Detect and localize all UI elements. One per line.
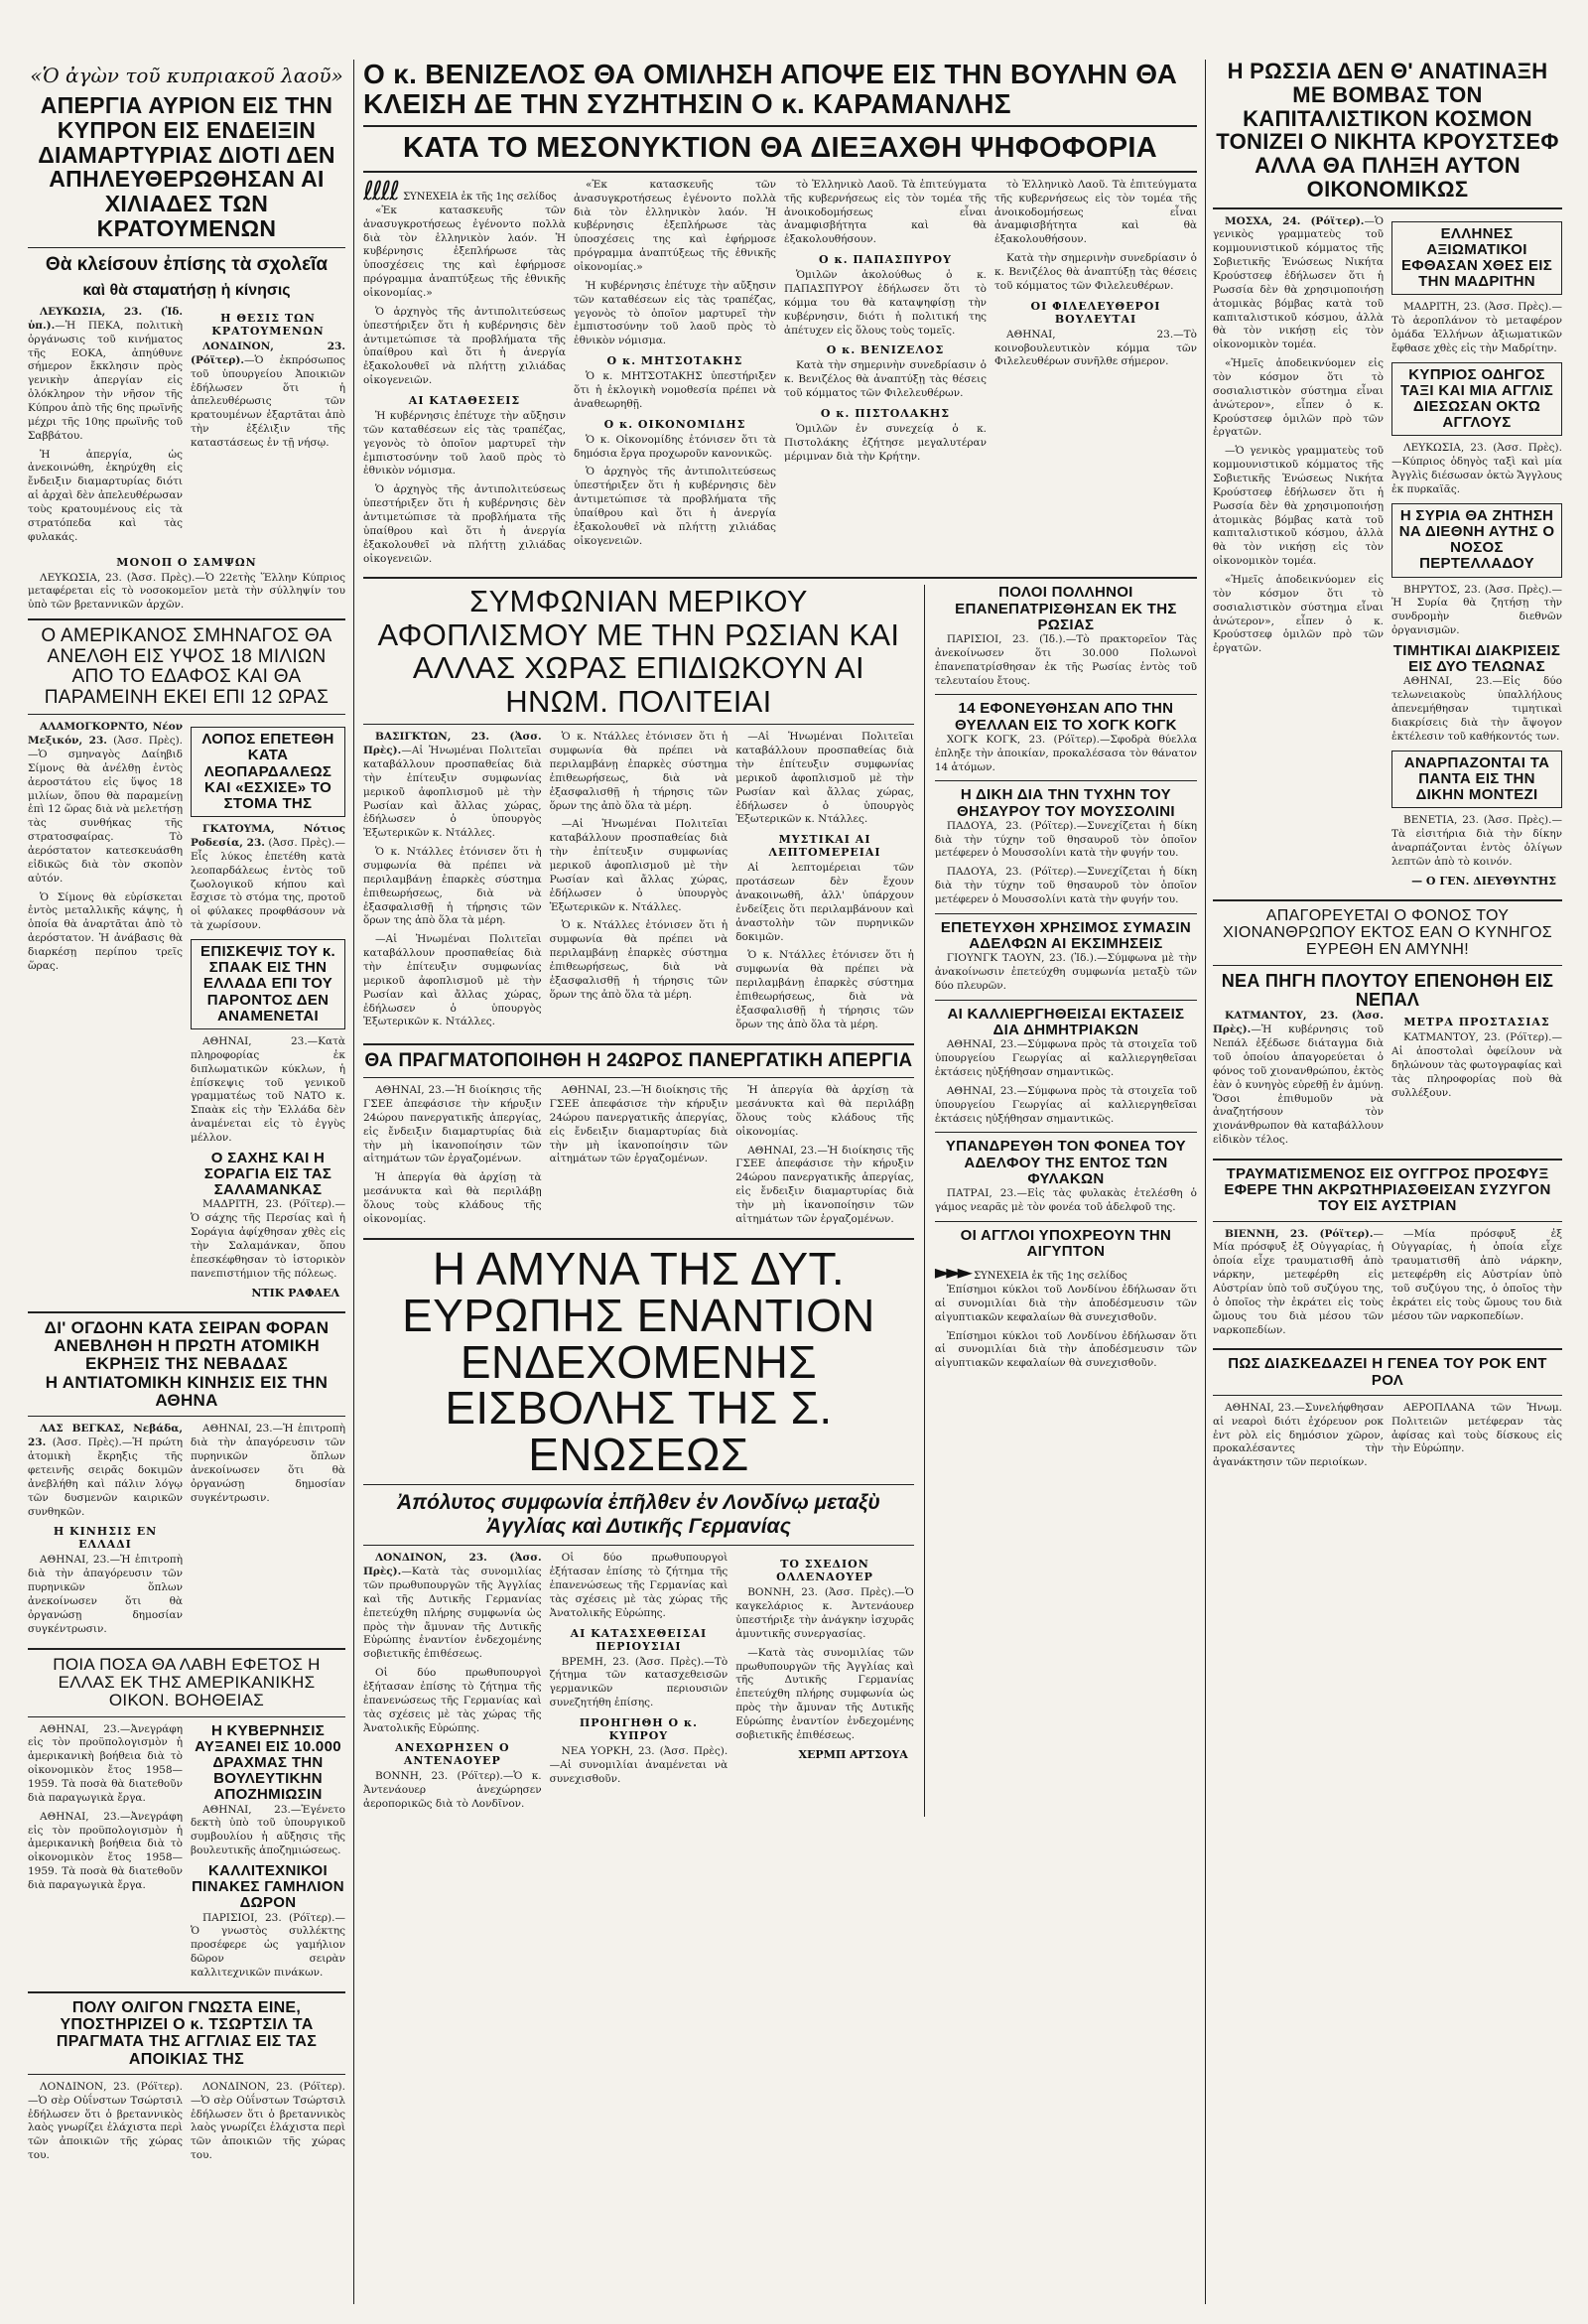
- article-paragraph: —Αἱ Ἡνωμέναι Πολιτεῖαι καταβάλλουν προσπαθείας διὰ τὴν ἐπίτευξιν συμφωνίας μερικοῦ ἀφοπλισμοῦ μὲ τὴν Ρωσίαν καὶ ἄλλας χώρας, ἐδήλωσεν ὁ ὑπουργὸς Ἐξωτερικῶν κ. Ντάλλες.: [549, 818, 728, 913]
- article-paragraph: ΛΟΝΔΙΝΟΝ, 23. (Ἀσσ. Πρὲς).—Κατὰ τὰς συνομιλίας τῶν πρωθυπουργῶν τῆς Ἀγγλίας καὶ τῆς Δυτικῆς Γερμανίας ἐπετεύχθη πλήρης συμφωνία ὡς πρὸς τὴν ἄμυναν τῆς Δυτικῆς Εὐρώπης ἐναντίον ἐνδεχομένης σοβιετικῆς ἐπιθέσεως.: [363, 1552, 542, 1661]
- box-officers: [1391, 221, 1562, 296]
- headline-nevada: ΔΙ' ΟΓΔΟΗΝ ΚΑΤΑ ΣΕΙΡΑΝ ΦΟΡΑΝ ΑΝΕΒΛΗΘΗ Η ΠΡΩΤΗ ΑΤΟΜΙΚΗ ΕΚΡΗΞΙΣ ΤΗΣ ΝΕΒΑΔΑΣ: [44, 1317, 330, 1374]
- article-paragraph: ΛΑΣ ΒΕΓΚΑΣ, Νεβάδα, 23. (Ἀσσ. Πρὲς).—Ἡ πρώτη ἀτομικὴ ἔκρηξις τῆς φετεινῆς σειρᾶς δοκιμῶν ἀνεβλήθη καὶ πάλιν λόγῳ τῶν δυσμενῶν καιρικῶν συνθηκῶν.: [28, 1423, 183, 1518]
- divider: [1213, 1348, 1562, 1350]
- headline-poles-repatriated: ΠΟΛΟΙ ΠΟΛΛΗΝΟΙ ΕΠΑΝΕΠΑΤΡΙΣΘΗΣΑΝ ΕΚ ΤΗΣ ΡΩΣΙΑΣ: [955, 584, 1177, 633]
- headline-prison-wedding: ΥΠΑΝΔΡΕΥΘΗ ΤΟΝ ΦΟΝΕΑ ΤΟΥ ΑΔΕΛΦΟΥ ΤΗΣ ΕΝΤΟΣ ΤΩΝ ΦΥΛΑΚΩΝ: [945, 1138, 1186, 1187]
- article-paragraph: ΑΘΗΝΑΙ, 23.—Ἀνεγράφη εἰς τὸν προϋπολογισμὸν ἡ ἀμερικανικὴ βοήθεια διὰ τὸ οἰκονομικὸν ἔτος 1958—1959. Τὰ ποσὰ θὰ διατεθοῦν διὰ παραγωγικὰ ἔργα.: [28, 1810, 183, 1892]
- lead-body-columns: [28, 306, 345, 550]
- article-paragraph: ΛΕΥΚΩΣΙΑ, 23. (Ἀσσ. Πρὲς).—Κύπριος ὁδηγὸς ταξὶ καὶ μία Ἀγγλὶς διέσωσαν ὀκτὼ Ἄγγλους ἐκ πυρκαϊᾶς.: [1391, 442, 1562, 496]
- divider: [28, 618, 345, 620]
- article-paragraph: ΑΘΗΝΑΙ, 23.—Κατὰ πληροφορίας ἐκ διπλωματικῶν κύκλων, ἡ ἐπίσκεψις τοῦ γενικοῦ γραμματέως τοῦ ΝΑΤΟ κ. Σπαὰκ εἰς τὴν Ἑλλάδα δὲν ἀναμένεται εἰς τὸ ἐγγὺς μέλλον.: [191, 1034, 345, 1144]
- article-paragraph: Ὁ κ. Οἰκονομίδης ἐτόνισεν ὅτι τὰ δημόσια ἔργα προχωροῦν κανονικῶς.: [574, 433, 776, 460]
- column-3: [935, 585, 1197, 1817]
- section-label: Η ΘΕΣΙΣ ΤΩΝ ΚΡΑΤΟΥΜΕΝΩΝ: [211, 311, 325, 338]
- headline-egypt: ΟΙ ΑΓΓΛΟΙ ΥΠΟΧΡΕΟΥΝ ΤΗΝ ΑΙΓΥΠΤΟΝ: [960, 1226, 1172, 1260]
- article-paragraph: ΑΘΗΝΑΙ, 23.—Εἰς δύο τελωνειακοὺς ὑπαλλήλους ἀπενεμήθησαν τιμητικαὶ διακρίσεις διὰ τὴν ἄψογον ἐκτέλεσιν τοῦ καθήκοντός των.: [1391, 675, 1562, 743]
- article-paragraph: Ἡ ἀπεργία, ὡς ἀνεκοινώθη, ἐκηρύχθη εἰς ἔνδειξιν διαμαρτυρίας διότι αἱ ἀρχαὶ δὲν ἀπελευθέρωσαν τοὺς κρατουμένους εἰς τὰ στρατόπεδα καὶ τὰς φυλακάς.: [28, 448, 183, 543]
- divider: [1213, 1159, 1562, 1161]
- article-paragraph: Ὁμιλῶν ἐν συνεχείᾳ ὁ κ. Πιστολάκης ἐζήτησε μεγαλυτέραν μέριμναν διὰ τὴν Κρήτην.: [784, 422, 987, 463]
- article-paragraph: ΒΗΡΥΤΟΣ, 23. (Ἀσσ. Πρὲς).—Ἡ Συρία θὰ ζητήσῃ τὴν συνδρομὴν διεθνῶν ὀργανισμῶν.: [1391, 583, 1562, 637]
- article-paragraph: Ἐπίσημοι κύκλοι τοῦ Λονδίνου ἐδήλωσαν ὅτι αἱ συνομιλίαι διὰ τὴν ἀποδέσμευσιν τῶν αἰγυπτιακῶν κεφαλαίων θὰ συνεχισθοῦν.: [934, 1284, 1197, 1323]
- box-spaak: [191, 939, 345, 1029]
- headline-cereals: ΑΙ ΚΑΛΛΙΕΡΓΗΘΕΙΣΑΙ ΕΚΤΑΣΕΙΣ ΔΙΑ ΔΗΜΗΤΡΙΑΚΩΝ: [947, 1005, 1185, 1039]
- article-paragraph: Ὁμιλῶν ἀκολούθως ὁ κ. ΠΑΠΑΣΠΥΡΟΥ ἐδήλωσεν ὅτι τὸ κόμμα του θὰ καταψηφίσῃ τὴν κυβέρνησιν, διότι ἡ πολιτική της ἀπέτυχεν εἰς ὅλους τοὺς τομεῖς.: [784, 269, 987, 337]
- article-paragraph: ΒΑΣΙΓΚΤΩΝ, 23. (Ἀσσ. Πρὲς).—Αἱ Ἡνωμέναι Πολιτεῖαι καταβάλλουν προσπαθείας διὰ τὴν ἐπίτευξιν συμφωνίας μερικοῦ ἀφοπλισμοῦ μὲ τὴν Ρωσίαν καὶ ἄλλας χώρας, ἐδήλωσεν ὁ ὑπουργὸς Ἐξωτερικῶν κ. Ντάλλες.: [363, 731, 542, 840]
- column-rule: [924, 585, 925, 1817]
- article-paragraph: ΛΟΝΔΙΝΟΝ, 23. (Ρόϊτερ).—Ὁ ἐκπρόσωπος τοῦ ὑπουργείου Ἀποικιῶν ἐδήλωσεν ὅτι ἡ ἀπελευθέρωσις τῶν κρατουμένων ἐξαρτᾶται ἀπὸ τὴν ἐξέλιξιν τῆς καταστάσεως ἐν τῇ νήσῳ.: [191, 340, 345, 449]
- article-paragraph: ΜΑΔΡΙΤΗ, 23. (Ρόϊτερ).—Ὁ σάχης τῆς Περσίας καὶ ἡ Σοράγια ἀφίχθησαν χθὲς εἰς τὴν Σαλαμάνκαν, ὅπου ἐπεσκέφθησαν τὸ ἱστορικὸν πανεπιστήμιον τῆς πόλεως.: [191, 1198, 345, 1280]
- article-paragraph: ΛΕΥΚΩΣΙΑ, 23. (Ἰδ. ὑπ.).—Ἡ ΠΕΚΑ, πολιτικὴ ὀργάνωσις τοῦ κινήματος τῆς ΕΟΚΑ, ἀπηύθυνε σήμερον ἔκκλησιν πρὸς γενικὴν ἀπεργίαν εἰς ὁλόκληρον τὴν νῆσον τῆς Κύπρου ἀπὸ τῆς 6ης πρωϊνῆς μέχρι τῆς 10ης πρωϊνῆς τοῦ Σαββάτου.: [28, 305, 183, 442]
- article-paragraph: ΒΕΝΕΤΙΑ, 23. (Ἀσσ. Πρὲς).—Τὰ εἰσιτήρια διὰ τὴν δίκην ἀναρπάζονται ἐντὸς ὀλίγων λεπτῶν ἀπὸ τὸ κοινόν.: [1391, 814, 1562, 868]
- article-paragraph: Κατὰ τὴν σημερινὴν συνεδρίασιν ὁ κ. Βενιζέλος θὰ ἀναπτύξῃ τὰς θέσεις τοῦ κόμματος τῶν Φιλελευθέρων.: [994, 252, 1197, 292]
- continued-mark: ℓℓℓℓ ΣΥΝΕΧΕΙΑ ἐκ τῆς 1ης σελίδος: [363, 176, 557, 206]
- lead-subheadline-1: ΤΟΝΙΖΕΙ Ο ΝΙΚΗΤΑ ΚΡΟΥΣΤΣΕΦ: [1216, 129, 1559, 155]
- divider: [28, 714, 345, 715]
- divider: [935, 1000, 1197, 1001]
- section-label: Ο κ. ΠΙΣΤΟΛΑΚΗΣ: [820, 406, 951, 420]
- divider: [363, 1238, 914, 1240]
- article-paragraph: ΓΙΟΥΝΓΚ ΤΑΟΥΝ, 23. (Ἰδ.).—Σύμφωνα μὲ τὴν ἀνακοίνωσιν ἐπετεύχθη συμφωνία μεταξὺ τῶν δύο πλευρῶν.: [934, 952, 1197, 992]
- article-paragraph: ΚΑΤΜΑΝΤΟΥ, 23. (Ἀσσ. Πρὲς).—Ἡ κυβέρνησις τοῦ Νεπάλ ἐξέδωσε διάταγμα διὰ τοῦ ὁποίου ἀπαγορεύεται ὁ φόνος τοῦ χιονανθρώπου, ἐκτὸς ἐὰν ὁ κυνηγὸς εὑρεθῇ ἐν ἀμύνῃ. Ὅσοι ἐπιθυμοῦν νὰ ἀναζητήσουν τὸν χιονάνθρωπον θὰ καταβάλλουν εἰδικὸν τέλος.: [1213, 1010, 1384, 1147]
- column-1: [28, 60, 345, 2304]
- article-paragraph: ΑΘΗΝΑΙ, 23.—Ἡ διοίκησις τῆς ΓΣΕΕ ἀπεφάσισε τὴν κήρυξιν 24ώρου πανεργατικῆς ἀπεργίας, εἰς ἔνδειξιν διαμαρτυρίας διὰ τὴν μὴ ἱκανοποίησιν τῶν αἰτημάτων τῶν ἐργαζομένων.: [549, 1084, 728, 1165]
- headline-western-defense: Η ΑΜΥΝΑ ΤΗΣ ΔΥΤ. ΕΥΡΩΠΗΣ ΕΝΑΝΤΙΟΝ ΕΝΔΕΧΟΜΕΝΗΣ ΕΙΣΒΟΛΗΣ ΤΗΣ Σ. ΕΝΩΣΕΩΣ: [402, 1242, 875, 1481]
- headline-montezi: ΑΝΑΡΠΑΖΟΝΤΑΙ ΤΑ ΠΑΝΤΑ ΕΙΣ ΤΗΝ ΔΙΚΗΝ ΜΟΝΤΕΖΙ: [1403, 753, 1550, 804]
- headline-taxi-driver: ΚΥΠΡΙΟΣ ΟΔΗΓΟΣ ΤΑΞΙ ΚΑΙ ΜΙΑ ΑΓΓΛΙΣ ΔΙΕΣΩΣΑΝ ΟΚΤΩ ΑΓΓΛΟΥΣ: [1399, 365, 1554, 432]
- article-paragraph: ΓΚΑΤΟΥΜΑ, Νότιος Ροδεσία, 23. (Ἀσσ. Πρὲς).—Εἷς λύκος ἐπετέθη κατὰ λεοπαρδάλεως ἐντὸς τοῦ ζωολογικοῦ κήπου καὶ ἔσχισε τὸ στόμα της, προτοῦ οἱ φύλακες προφθάσουν νὰ τὰ χωρίσουν.: [191, 823, 345, 932]
- article-paragraph: ΑΘΗΝΑΙ, 23.—Σύμφωνα πρὸς τὰ στοιχεῖα τοῦ ὑπουργείου Γεωργίας αἱ καλλιεργηθεῖσαι ἐκτάσεις ηὐξήθησαν σημαντικῶς.: [934, 1038, 1197, 1078]
- article-paragraph: —Αἱ Ἡνωμέναι Πολιτεῖαι καταβάλλουν προσπαθείας διὰ τὴν ἐπίτευξιν συμφωνίας μερικοῦ ἀφοπλισμοῦ μὲ τὴν Ρωσίαν καὶ ἄλλας χώρας, ἐδήλωσεν ὁ ὑπουργὸς Ἐξωτερικῶν κ. Ντάλλες.: [363, 933, 542, 1028]
- divider: [935, 913, 1197, 914]
- article-paragraph: ΝΕΑ ΥΟΡΚΗ, 23. (Ἀσσ. Πρὲς).—Αἱ συνομιλίαι ἀναμένεται νὰ συνεχισθοῦν.: [549, 1744, 728, 1785]
- section-label: ΟΙ ΦΙΛΕΛΕΥΘΕΡΟΙ ΒΟΥΛΕΥΤΑΙ: [1030, 299, 1161, 326]
- section-label: Ο κ. ΒΕΝΙΖΕΛΟΣ: [826, 343, 945, 357]
- article-paragraph: ΑΘΗΝΑΙ, 23.—Τὸ κοινοβουλευτικὸν κόμμα τῶν Φιλελευθέρων συνῆλθε σήμερον.: [994, 328, 1197, 368]
- lead-subheadline-2: ΑΛΛΑ ΘΑ ΠΛΗΞΗ ΑΥΤΟΝ ΟΙΚΟΝΟΜΙΚΩΣ: [1255, 153, 1521, 202]
- article-paragraph: ΑΕΡΟΠΛΑΝΑ τῶν Ἠνωμ. Πολιτειῶν μετέφεραν τὰς ἀφίσας καὶ τοὺς δίσκους εἰς τὴν Εὐρώπην.: [1391, 1401, 1562, 1455]
- headline-general-strike: ΘΑ ΠΡΑΓΜΑΤΟΠΟΙΗΘΗ Η 24ΩΡΟΣ ΠΑΝΕΡΓΑΤΙΚΗ ΑΠΕΡΓΙΑ: [364, 1049, 913, 1071]
- headline-nepal: ΝΕΑ ΠΗΓΗ ΠΛΟΥΤΟΥ ΕΠΕΝΟΗΘΗ ΕΙΣ ΝΕΠΑΛ: [1221, 970, 1554, 1010]
- section-label: Ο κ. ΟΙΚΟΝΟΜΙΔΗΣ: [603, 417, 746, 431]
- article-paragraph: ΑΘΗΝΑΙ, 23.—Σύμφωνα πρὸς τὰ στοιχεῖα τοῦ ὑπουργείου Γεωργίας αἱ καλλιεργηθεῖσαι ἐκτάσεις ηὐξήθησαν σημαντικῶς.: [934, 1084, 1197, 1125]
- article-paragraph: Ὁ κ. Ντάλλες ἐτόνισεν ὅτι ἡ συμφωνία θὰ πρέπει νὰ περιλαμβάνῃ ἐπαρκὲς σύστημα ἐπιθεωρήσεως, διὰ νὰ ἐξασφαλισθῇ ἡ τήρησις τῶν ὅρων της ἀπὸ ὅλα τὰ μέρη.: [735, 949, 914, 1030]
- article-paragraph: Ὁ κ. ΜΗΤΣΟΤΑΚΗΣ ὑπεστήριξεν ὅτι ἡ ἐκλογικὴ νομοθεσία πρέπει νὰ ἀναθεωρηθῇ.: [574, 370, 776, 410]
- article-paragraph: Οἱ δύο πρωθυπουργοὶ ἐξήτασαν ἐπίσης τὸ ζήτημα τῆς ἐπανενώσεως τῆς Γερμανίας καὶ τὰς σχέσεις μὲ τὰς χώρας τῆς Ἀνατολικῆς Εὐρώπης.: [549, 1552, 728, 1619]
- article-paragraph: Ὁ Σίμονς θὰ εὑρίσκεται ἐντὸς μεταλλικῆς κάψης, ἡ ὁποία θὰ ἀναρτᾶται ἀπὸ τὸ ἀερόστατον. Ἡ ἀνάβασις θὰ διαρκέσῃ περίπου τρεῖς ὥρας.: [28, 890, 183, 972]
- column-center: [363, 60, 1197, 2304]
- kicker: «Ὁ ἀγὼν τοῦ κυπριακοῦ λαοῦ»: [30, 64, 343, 87]
- article-paragraph: ΑΘΗΝΑΙ, 23.—Συνελήφθησαν αἱ νεαροὶ διότι ἐχόρευον ροκ ἐντ ρὸλ εἰς δημόσιον χῶρον, προκαλέσαντες τὴν ἀγανάκτησιν τῶν περιοίκων.: [1213, 1401, 1384, 1469]
- article-paragraph: —Αἱ Ἡνωμέναι Πολιτεῖαι καταβάλλουν προσπαθείας διὰ τὴν ἐπίτευξιν συμφωνίας μερικοῦ ἀφοπλισμοῦ μὲ τὴν Ρωσίαν καὶ ἄλλας χώρας, ἐδήλωσεν ὁ ὑπουργὸς Ἐξωτερικῶν κ. Ντάλλες.: [735, 731, 914, 826]
- headline-agreement: ΕΠΕΤΕΥΧΘΗ ΧΡΗΣΙΜΟΣ ΣΥΜΑΣΙΝ ΑΔΕΛΦΩΝ ΑΙ ΕΚΣΙΜΗΣΕΙΣ: [940, 918, 1191, 953]
- article-paragraph: ΠΑΡΙΣΙΟΙ, 23. (Ἰδ.).—Τὸ πρακτορεῖον Τὰς ἀνεκοίνωσεν ὅτι 30.000 Πολωνοὶ ἐπανεπατρίσθησαν ἐκ τῆς Ρωσίας ἐντὸς τοῦ τελευταίου ἔτους.: [934, 632, 1197, 687]
- divider: [28, 1311, 345, 1313]
- headline-deputies-pay: Η ΚΥΒΕΡΝΗΣΙΣ ΑΥΞΑΝΕΙ ΕΙΣ 10.000 ΔΡΑΧΜΑΣ ΤΗΝ ΒΟΥΛΕΥΤΙΚΗΝ ΑΠΟΖΗΜΙΩΣΙΝ: [195, 1721, 341, 1804]
- divider: [363, 1545, 914, 1546]
- article-paragraph: —Μία πρόσφυξ ἐξ Οὐγγαρίας, ἡ ὁποία εἶχε τραυματισθῆ ἀπὸ νάρκην, μετεφέρθη εἰς Αὐστρίαν ὑπὸ τοῦ συζύγου της, ὁ ὁποῖος τὴν ἐκράτει εἰς τοὺς ὤμους του διὰ μέσου τῶν ναρκοπεδίων.: [1391, 1227, 1562, 1322]
- lead-headline-khrushchev: Η ΡΩΣΣΙΑ ΔΕΝ Θ' ΑΝΑΤΙΝΑΞΗ ΜΕ ΒΟΜΒΑΣ ΤΟΝ ΚΑΠΙΤΑΛΙΣΤΙΚΟΝ ΚΟΣΜΟΝ: [1227, 60, 1548, 131]
- article-paragraph: ΠΑΔΟΥΑ, 23. (Ρόϊτερ).—Συνεχίζεται ἡ δίκη διὰ τὴν τύχην τοῦ θησαυροῦ τὸν ὁποῖον μετέφερεν ὁ Μουσσολίνι κατὰ τὴν φυγήν του.: [934, 866, 1197, 906]
- headline-hongkong: 14 ΕΦΟΝΕΥΘΗΣΑΝ ΑΠΟ ΤΗΝ ΘΥΕΛΛΑΝ ΕΙΣ ΤΟ ΧΟΓΚ ΚΟΓΚ: [955, 700, 1177, 734]
- article-paragraph: Ὁ ἀρχηγὸς τῆς ἀντιπολιτεύσεως ὑπεστήριξεν ὅτι ἡ κυβέρνησις δὲν ἀντιμετώπισε τὰ προβλήματα τῆς ὑπαίθρου καὶ ὅτι ἡ ἀνεργία ἐξακολουθεῖ νὰ πλήττῃ χιλιάδας οἰκογενειῶν.: [574, 466, 776, 547]
- article-paragraph: ΠΑΔΟΥΑ, 23. (Ρόϊτερ).—Συνεχίζεται ἡ δίκη διὰ τὴν τύχην τοῦ θησαυροῦ τὸν ὁποῖον μετέφερεν ὁ Μουσσολίνι κατὰ τὴν φυγήν του.: [934, 819, 1197, 860]
- article-paragraph: Ἡ ἀπεργία θὰ ἀρχίσῃ τὰ μεσάνυκτα καὶ θὰ περιλάβῃ ὅλους τοὺς κλάδους τῆς οἰκονομίας.: [363, 1171, 542, 1225]
- lead-headline-venizelos: Ο κ. ΒΕΝΙΖΕΛΟΣ ΘΑ ΟΜΙΛΗΣΗ ΑΠΟΨΕ ΕΙΣ ΤΗΝ ΒΟΥΛΗΝ ΘΑ ΚΛΕΙΣΗ ΔΕ ΤΗΝ ΣΥΖΗΤΗΣΙΝ Ο κ. ΚΑΡΑΜΑΝΛΗΣ: [363, 60, 1178, 120]
- article-paragraph: Ὁ κ. Ντάλλες ἐτόνισεν ὅτι ἡ συμφωνία θὰ πρέπει νὰ περιλαμβάνῃ ἐπαρκὲς σύστημα ἐπιθεωρήσεως, διὰ νὰ ἐξασφαλισθῇ ἡ τήρησις τῶν ὅρων της ἀπὸ ὅλα τὰ μέρη.: [549, 919, 728, 1001]
- box-syria: [1391, 503, 1562, 578]
- divider: [28, 1648, 345, 1650]
- article-paragraph: ΒΙΕΝΝΗ, 23. (Ρόϊτερ).—Μία πρόσφυξ ἐξ Οὐγγαρίας, ἡ ὁποία εἶχε τραυματισθῆ ἀπὸ νάρκην, μετεφέρθη εἰς Αὐστρίαν ὑπὸ τοῦ συζύγου της, ὁ ὁποῖος τὴν ἐκράτει εἰς τοὺς ὤμους του διὰ μέσου τῶν ναρκοπεδίων.: [1213, 1227, 1384, 1336]
- divider: [363, 125, 1197, 127]
- divider: [363, 577, 1197, 579]
- divider: [1213, 899, 1562, 901]
- article-paragraph: Ὁ ἀρχηγὸς τῆς ἀντιπολιτεύσεως ὑπεστήριξεν ὅτι ἡ κυβέρνησις δὲν ἀντιμετώπισε τὰ προβλήματα τῆς ὑπαίθρου καὶ ὅτι ἡ ἀνεργία ἐξακολουθεῖ νὰ πλήττῃ χιλιάδας οἰκογενειῶν.: [363, 483, 566, 565]
- divider: [28, 2074, 345, 2075]
- divider: [1213, 965, 1562, 966]
- divider: [363, 1077, 914, 1078]
- article-paragraph: Ἐπίσημοι κύκλοι τοῦ Λονδίνου ἐδήλωσαν ὅτι αἱ συνομιλίαι διὰ τὴν ἀποδέσμευσιν τῶν αἰγυπτιακῶν κεφαλαίων θὰ συνεχισθοῦν.: [934, 1329, 1197, 1370]
- byline: ΧΕΡΜΠ ΑΡΤΣΟΥΑ: [798, 1747, 908, 1761]
- divider: [935, 694, 1197, 695]
- headline-yeti: ΑΠΑΓΟΡΕΥΕΤΑΙ Ο ΦΟΝΟΣ ΤΟΥ ΧΙΟΝΑΝΘΡΩΠΟΥ ΕΚΤΟΣ ΕΑΝ Ο ΚΥΝΗΓΟΣ ΕΥΡΕΘΗ ΕΝ ΑΜΥΝΗ!: [1223, 906, 1552, 959]
- article-paragraph: ΠΑΡΙΣΙΟΙ, 23. (Ρόϊτερ).—Ὁ γνωστὸς συλλέκτης προσέφερε ὡς γαμήλιον δῶρον σειρὰν καλλιτεχνικῶν πινάκων.: [191, 1911, 345, 1979]
- article-paragraph: ΑΘΗΝΑΙ, 23.—Ἡ ἐπιτροπὴ διὰ τὴν ἀπαγόρευσιν τῶν πυρηνικῶν ὅπλων ἀνεκοίνωσεν ὅτι θὰ ὀργανώσῃ δημοσίαν συγκέντρωσιν.: [191, 1423, 345, 1504]
- headline-rock-n-roll: ΠΩΣ ΔΙΑΣΚΕΔΑΖΕΙ Η ΓΕΝΕΑ ΤΟΥ ΡΟΚ ΕΝΤ ΡΟΛ: [1228, 1355, 1547, 1389]
- lead-subheadline-vote: ΚΑΤΑ ΤΟ ΜΕΣΟΝΥΚΤΙΟΝ ΘΑ ΔΙΕΞΑΧΘΗ ΨΗΦΟΦΟΡΙΑ: [402, 132, 1158, 165]
- section-label: Ο κ. ΜΗΤΣΟΤΑΚΗΣ: [606, 354, 743, 368]
- article-paragraph: —Ὁ γενικὸς γραμματεὺς τοῦ κομμουνιστικοῦ κόμματος τῆς Σοβιετικῆς Ἑνώσεως Νικήτα Κρούστσεφ ἐδήλωσεν ὅτι ἡ Ρωσσία δὲν θὰ χρησιμοποιήσῃ ἀτομικὰς βόμβας κατὰ τοῦ καπιταλιστικοῦ κόσμου, ἀλλὰ θὰ τὸν νικήσῃ εἰς τὸν οἰκονομικὸν τομέα.: [1213, 445, 1384, 568]
- column-rule: [1205, 60, 1206, 2304]
- headline-honors: ΤΙΜΗΤΙΚΑΙ ΔΙΑΚΡΙΣΕΙΣ ΕΙΣ ΔΥΟ ΤΕΛΩΝΑΣ: [1392, 642, 1561, 676]
- column-4: [1213, 60, 1562, 2304]
- article-paragraph: ΑΘΗΝΑΙ, 23.—Ἀνεγράφη εἰς τὸν προϋπολογισμὸν ἡ ἀμερικανικὴ βοήθεια διὰ τὸ οἰκονομικὸν ἔτος 1958—1959. Τὰ ποσὰ θὰ διατεθοῦν διὰ παραγωγικὰ ἔργα.: [28, 1722, 183, 1804]
- article-paragraph: ΑΘΗΝΑΙ, 23.—Ἡ ἐπιτροπὴ διὰ τὴν ἀπαγόρευσιν τῶν πυρηνικῶν ὅπλων ἀνεκοίνωσεν ὅτι θὰ ὀργανώσῃ δημοσίαν συγκέντρωσιν.: [28, 1554, 183, 1635]
- article-paragraph: Ὁ κ. Ντάλλες ἐτόνισεν ὅτι ἡ συμφωνία θὰ πρέπει νὰ περιλαμβάνῃ ἐπαρκὲς σύστημα ἐπιθεωρήσεως, διὰ νὰ ἐξασφαλισθῇ ἡ τήρησις τῶν ὅρων της ἀπὸ ὅλα τὰ μέρη.: [549, 731, 728, 812]
- article-paragraph: ΑΘΗΝΑΙ, 23.—Ἡ διοίκησις τῆς ΓΣΕΕ ἀπεφάσισε τὴν κήρυξιν 24ώρου πανεργατικῆς ἀπεργίας, εἰς ἔνδειξιν διαμαρτυρίας διὰ τὴν μὴ ἱκανοποίησιν τῶν αἰτημάτων τῶν ἐργαζομένων.: [363, 1084, 542, 1165]
- column-rule: [353, 60, 354, 2304]
- divider: [1213, 207, 1562, 209]
- article-paragraph: «Ἡμεῖς ἀποδεικνύομεν εἰς τὸν κόσμον ὅτι τὸ σοσιαλιστικὸν σύστημα εἶναι ἀνώτερον», εἶπεν ὁ κ. Κρούστσεφ ὁμιλῶν πρὸ τῶν ἐργατῶν.: [1213, 357, 1384, 439]
- byline: ΜΟΝΟΠ Ο ΣΑΜΨΩΝ: [116, 555, 257, 569]
- subhead-traffic: καὶ θὰ σταματήσῃ ἡ κίνησις: [82, 281, 291, 299]
- divider: [1213, 1395, 1562, 1396]
- divider: [935, 780, 1197, 781]
- article-paragraph: Αἱ λεπτομέρειαι τῶν προτάσεων δὲν ἔχουν ἀνακοινωθῆ, ἀλλ' ὑπάρχουν ἐνδείξεις ὅτι περιλαμβάνουν καὶ ἀναστολὴν τῶν πυρηνικῶν δοκιμῶν.: [735, 862, 914, 943]
- headline-mussolini-treasure: Η ΔΙΚΗ ΔΙΑ ΤΗΝ ΤΥΧΗΝ ΤΟΥ ΘΗΣΑΥΡΟΥ ΤΟΥ ΜΟΥΣΣΟΛΙΝΙ: [957, 786, 1175, 820]
- divider: [28, 1716, 345, 1717]
- section-label: ΤΟ ΣΧΕΔΙΟΝ ΟΛΛΕΝΑΟΥΕΡ: [776, 1558, 873, 1584]
- section-label: Η ΚΙΝΗΣΙΣ ΕΝ ΕΛΛΑΔΙ: [53, 1525, 158, 1552]
- headline-american-aid: ΠΟΙΑ ΠΟΣΑ ΘΑ ΛΑΒΗ ΕΦΕΤΟΣ Η ΕΛΛΑΣ ΕΚ ΤΗΣ ΑΜΕΡΙΚΑΝΙΚΗΣ ΟΙΚΟΝ. ΒΟΗΘΕΙΑΣ: [53, 1654, 321, 1710]
- headline-syria: Η ΣΥΡΙΑ ΘΑ ΖΗΤΗΣΗ ΝΑ ΔΙΕΘΝΗ ΑΥΤΗΣ Ο ΝΟΣΟΣ ΠΕΡΤΕΛΛΑΔΟΥ: [1398, 506, 1555, 573]
- byline: ΝΤΙΚ ΡΑΦΑΕΛ: [251, 1286, 339, 1299]
- divider: [935, 1221, 1197, 1222]
- article-paragraph: —Κατὰ τὰς συνομιλίας τῶν πρωθυπουργῶν τῆς Ἀγγλίας καὶ τῆς Δυτικῆς Γερμανίας ἐπετεύχθη πλήρης συμφωνία ὡς πρὸς τὴν ἄμυναν τῆς Δυτικῆς Εὐρώπης ἐναντίον ἐνδεχομένης σοβιετικῆς ἐπιθέσεως.: [735, 1646, 914, 1741]
- box-taxi-driver: [1391, 362, 1562, 437]
- headline-shah: Ο ΣΑΧΗΣ ΚΑΙ Η ΣΟΡΑΓΙΑ ΕΙΣ ΤΑΣ ΣΑΛΑΜΑΝΚΑΣ: [203, 1149, 332, 1199]
- article-paragraph: «Ἐκ κατασκευῆς τῶν ἀνασυγκροτήσεως ἐγένοντο πολλὰ διὰ τὸν ἑλληνικὸν λαόν. Ἡ κυβέρνησις ἐξεπλήρωσε τὰς ὑποσχέσεις της καὶ ἐφήρμοσε πρόγραμμα ἀναπτύξεως τῆς ἐθνικῆς οἰκονομίας.»: [363, 204, 566, 299]
- article-paragraph: ΒΡΕΜΗ, 23. (Ἀσσ. Πρὲς).—Τὸ ζήτημα τῶν κατασχεθεισῶν γερμανικῶν περιουσιῶν συνεζητήθη ἐπίσης.: [549, 1655, 728, 1709]
- arrow-ornament-icon: ►►►: [934, 1260, 969, 1285]
- divider: [28, 247, 345, 248]
- headline-hungarian-refugee: ΤΡΑΥΜΑΤΙΣΜΕΝΟΣ ΕΙΣ ΟΥΓΓΡΟΣ ΠΡΟΣΦΥΞ ΕΦΕΡΕ ΤΗΝ ΑΚΡΩΤΗΡΙΑΣΘΕΙΣΑΝ ΣΥΖΥΓΟΝ ΤΟΥ ΕΙΣ ΑΥΣΤΡΙΑΝ: [1224, 1165, 1551, 1215]
- article-paragraph: ΛΕΥΚΩΣΙΑ, 23. (Ἀσσ. Πρὲς).—Ὁ 22ετὴς Ἕλλην Κύπριος μεταφέρεται εἰς τὸ νοσοκομεῖον μετὰ τὴν σύλληψίν του ὑπὸ τῶν βρεταννικῶν ἀρχῶν.: [28, 571, 345, 612]
- article-paragraph: Κατὰ τὴν σημερινὴν συνεδρίασιν ὁ κ. Βενιζέλος θὰ ἀναπτύξῃ τὰς θέσεις τοῦ κόμματος τῶν Φιλελευθέρων.: [784, 359, 987, 400]
- article-paragraph: ΒΟΝΝΗ, 23. (Ἀσσ. Πρὲς).—Ὁ καγκελάριος κ. Ἀντενάουερ ὑπεστήριξε τὴν ἀνάγκην ἰσχυρᾶς ἀμυντικῆς συνεργασίας.: [735, 1586, 914, 1640]
- article-paragraph: ΧΟΓΚ ΚΟΓΚ, 23. (Ρόϊτερ).—Σφοδρὰ θύελλα ἐπληξε τὴν ἀποικίαν, προκαλέσασα τὸν θάνατον 14 ἀτόμων.: [934, 733, 1197, 773]
- continued-mark: ►►► ΣΥΝΕΧΕΙΑ ἐκ τῆς 1ης σελίδος: [934, 1260, 1127, 1285]
- divider: [363, 724, 914, 725]
- article-paragraph: Ἡ ἀπεργία θὰ ἀρχίσῃ τὰ μεσάνυκτα καὶ θὰ περιλάβῃ ὅλους τοὺς κλάδους τῆς οἰκονομίας.: [735, 1084, 914, 1138]
- section-label: ΑΙ ΚΑΤΑΘΕΣΕΙΣ: [408, 393, 521, 407]
- article-paragraph: ΠΑΤΡΑΙ, 23.—Εἰς τὰς φυλακὰς ἐτελέσθη ὁ γάμος νεαρᾶς μὲ τὸν φονέα τοῦ ἀδελφοῦ της.: [934, 1186, 1197, 1213]
- article-paragraph: τὸ Ἑλληνικὸ Λαοῦ. Τὰ ἐπιτεύγματα τῆς κυβερνήσεως εἰς τὸν τομέα τῆς ἀνοικοδομήσεως εἶναι ἀναμφισβήτητα καὶ θὰ ἐξακολουθήσουν.: [784, 178, 987, 246]
- divider: [363, 171, 1197, 173]
- headline-balloon: Ο ΑΜΕΡΙΚΑΝΟΣ ΣΜΗΝΑΓΟΣ ΘΑ ΑΝΕΛΘΗ ΕΙΣ ΥΨΟΣ 18 ΜΙΛΙΩΝ ΑΠΟ ΤΟ ΕΔΑΦΟΣ ΚΑΙ ΘΑ ΠΑΡΑΜΕΙΝΗ ΕΚΕΙ ΕΠΙ 12 ΩΡΑΣ: [41, 625, 332, 708]
- box-montezi: [1391, 751, 1562, 809]
- article-paragraph: Ὁ ἀρχηγὸς τῆς ἀντιπολιτεύσεως ὑπεστήριξεν ὅτι ἡ κυβέρνησις δὲν ἀντιμετώπισε τὰ προβλήματα τῆς ὑπαίθρου καὶ ὅτι ἡ ἀνεργία ἐξακολουθεῖ νὰ πλήττῃ χιλιάδας οἰκογενειῶν.: [363, 305, 566, 387]
- divider: [28, 1991, 345, 1993]
- article-paragraph: «Ἐκ κατασκευῆς τῶν ἀνασυγκροτήσεως ἐγένοντο πολλὰ διὰ τὸν ἑλληνικὸν λαόν. Ἡ κυβέρνησις ἐξεπλήρωσε τὰς ὑποσχέσεις της καὶ ἐφήρμοσε πρόγραμμα ἀναπτύξεως τῆς ἐθνικῆς οἰκονομίας.»: [574, 178, 776, 273]
- article-paragraph: τὸ Ἑλληνικὸ Λαοῦ. Τὰ ἐπιτεύγματα τῆς κυβερνήσεως εἰς τὸν τομέα τῆς ἀνοικοδομήσεως εἶναι ἀναμφισβήτητα καὶ θὰ ἐξακολουθήσουν.: [994, 178, 1197, 246]
- article-paragraph: Ὁ κ. Ντάλλες ἐτόνισεν ὅτι ἡ συμφωνία θὰ πρέπει νὰ περιλαμβάνῃ ἐπαρκὲς σύστημα ἐπιθεωρήσεως, διὰ νὰ ἐξασφαλισθῇ ἡ τήρησις τῶν ὅρων της ἀπὸ ὅλα τὰ μέρη.: [363, 846, 542, 927]
- subhead-london-agreement: Ἀπόλυτος συμφωνία ἐπῆλθεν ἐν Λονδίνῳ μεταξὺ Ἀγγλίας καὶ Δυτικῆς Γερμανίας: [397, 1491, 880, 1539]
- article-paragraph: ΛΟΝΔΙΝΟΝ, 23. (Ρόϊτερ).—Ὁ σὲρ Οὐΐνστων Τσώρτσιλ ἐδήλωσεν ὅτι ὁ βρεταννικὸς λαὸς γνωρίζει ἐλάχιστα περὶ τῶν ἀποικιῶν τῆς χώρας του.: [191, 2080, 345, 2162]
- section-label: ΑΙ ΚΑΤΑΣΧΕΘΕΙΣΑΙ ΠΕΡΙΟΥΣΙΑΙ: [570, 1626, 708, 1653]
- article-paragraph: ΒΟΝΝΗ, 23. (Ρόϊτερ).—Ὁ κ. Ἀντενάουερ ἀνεχώρησεν ἀεροπορικῶς διὰ τὸ Λονδῖνον.: [363, 1770, 542, 1811]
- article-paragraph: «Ἡμεῖς ἀποδεικνύομεν εἰς τὸν κόσμον ὅτι τὸ σοσιαλιστικὸν σύστημα εἶναι ἀνώτερον», εἶπεν ὁ κ. Κρούστσεφ ὁμιλῶν πρὸ τῶν ἐργατῶν.: [1213, 573, 1384, 655]
- box-leopard: [191, 727, 345, 817]
- divider: [1213, 1221, 1562, 1222]
- headline-officers-madrid: ΕΛΛΗΝΕΣ ΑΞΙΩΜΑΤΙΚΟΙ ΕΦΘΑΣΑΝ ΧΘΕΣ ΕΙΣ ΤΗΝ ΜΑΔΡΙΤΗΝ: [1400, 224, 1553, 291]
- headline-spaak: ΕΠΙΣΚΕΨΙΣ ΤΟΥ κ. ΣΠΑΑΚ ΕΙΣ ΤΗΝ ΕΛΛΑΔΑ ΕΠΙ ΤΟΥ ΠΑΡΟΝΤΟΣ ΔΕΝ ΑΝΑΜΕΝΕΤΑΙ: [200, 943, 335, 1025]
- article-paragraph: ΜΟΣΧΑ, 24. (Ρόϊτερ).—Ὁ γενικὸς γραμματεὺς τοῦ κομμουνιστικοῦ κόμματος τῆς Σοβιετικῆς Ἑνώσεως Νικήτα Κρούστσεφ ἐδήλωσεν ὅτι ἡ Ρωσσία δὲν θὰ χρησιμοποιήσῃ ἀτομικὰς βόμβας κατὰ τοῦ καπιταλιστικοῦ κόσμου, ἀλλὰ θὰ τὸν νικήσῃ εἰς τὸν οἰκονομικὸν τομέα.: [1213, 214, 1384, 351]
- byline: — Ο ΓΕΝ. ΔΙΕΥΘΥΝΤΗΣ: [1411, 874, 1556, 888]
- section-label: ΜΕΤΡΑ ΠΡΟΣΤΑΣΙΑΣ: [1403, 1016, 1550, 1029]
- section-label: ΠΡΟΗΓΗΘΗ Ο κ. ΚΥΠΡΟΥ: [579, 1715, 698, 1742]
- lead-headline-cyprus-strike: ΑΠΕΡΓΙΑ ΑΥΡΙΟΝ ΕΙΣ ΤΗΝ ΚΥΠΡΟΝ ΕΙΣ ΕΝΔΕΙΞΙΝ ΔΙΑΜΑΡΤΥΡΙΑΣ ΔΙΟΤΙ ΔΕΝ ΑΠΗΛΕΥΘΕΡΩΘΗΣΑΝ ΑΙ ΧΙΛΙΑΔΕΣ ΤΩΝ ΚΡΑΤΟΥΜΕΝΩΝ: [38, 92, 335, 242]
- headline-churchill: ΠΟΛΥ ΟΛΙΓΟΝ ΓΝΩΣΤΑ ΕΙΝΕ, ΥΠΟΣΤΗΡΙΖΕΙ Ο κ. ΤΣΩΡΤΣΙΛ ΤΑ ΠΡΑΓΜΑΤΑ ΤΗΣ ΑΓΓΛΙΑΣ ΕΙΣ ΤΑΣ ΑΠΟΙΚΙΑΣ ΤΗΣ: [56, 1998, 318, 2068]
- headline-paintings: ΚΑΛΛΙΤΕΧΝΙΚΟΙ ΠΙΝΑΚΕΣ ΓΑΜΗΛΙΟΝ ΔΩΡΟΝ: [192, 1861, 344, 1912]
- section-label: ΑΝΕΧΩΡΗΣΕΝ Ο ΑΝΤΕΝΑΟΥΕΡ: [395, 1741, 510, 1768]
- divider: [935, 1132, 1197, 1133]
- spiral-ornament-icon: ℓℓℓℓ: [363, 176, 398, 206]
- article-paragraph: ΜΑΔΡΙΤΗ, 23. (Ἀσσ. Πρὲς).—Τὸ ἀεροπλάνον τὸ μεταφέρον ὁμάδα Ἑλλήνων ἀξιωματικῶν ἔφθασε χθὲς εἰς τὴν Μαδρίτην.: [1391, 301, 1562, 354]
- article-paragraph: Ἡ κυβέρνησις ἐπέτυχε τὴν αὔξησιν τῶν καταθέσεων εἰς τὰς τραπέζας, γεγονὸς τὸ ὁποῖον μαρτυρεῖ τὴν ἐμπιστοσύνην τοῦ λαοῦ πρὸς τὸ ἐθνικὸν νόμισμα.: [363, 409, 566, 478]
- headline-disarmament: ΣΥΜΦΩΝΙΑΝ ΜΕΡΙΚΟΥ ΑΦΟΠΛΙΣΜΟΥ ΜΕ ΤΗΝ ΡΩΣΙΑΝ ΚΑΙ ΑΛΛΑΣ ΧΩΡΑΣ ΕΠΙΔΙΩΚΟΥΝ ΑΙ ΗΝΩΜ. ΠΟΛΙΤΕΙΑΙ: [377, 584, 900, 719]
- article-paragraph: ΛΟΝΔΙΝΟΝ, 23. (Ρόϊτερ).—Ὁ σὲρ Οὐΐνστων Τσώρτσιλ ἐδήλωσεν ὅτι ὁ βρεταννικὸς λαὸς γνωρίζει ἐλάχιστα περὶ τῶν ἀποικιῶν τῆς χώρας του.: [28, 2080, 183, 2162]
- article-paragraph: Ἡ κυβέρνησις ἐπέτυχε τὴν αὔξησιν τῶν καταθέσεων εἰς τὰς τραπέζας, γεγονὸς τὸ ὁποῖον μαρτυρεῖ τὴν ἐμπιστοσύνην τοῦ λαοῦ πρὸς τὸ ἐθνικὸν νόμισμα.: [574, 279, 776, 347]
- divider: [28, 1416, 345, 1417]
- divider: [363, 1484, 914, 1485]
- section-label: Ο κ. ΠΑΠΑΣΠΥΡΟΥ: [819, 253, 952, 267]
- headline-leopard: ΛΟΠΟΣ ΕΠΕΤΕΘΗ ΚΑΤΑ ΛΕΟΠΑΡΔΑΛΕΩΣ ΚΑΙ «ΕΣΧΙΣΕ» ΤΟ ΣΤΟΜΑ ΤΗΣ: [201, 731, 334, 812]
- article-paragraph: Οἱ δύο πρωθυπουργοὶ ἐξήτασαν ἐπίσης τὸ ζήτημα τῆς ἐπανενώσεως τῆς Γερμανίας καὶ τὰς σχέσεις μὲ τὰς χώρας τῆς Ἀνατολικῆς Εὐρώπης.: [363, 1667, 542, 1734]
- article-paragraph: ΚΑΤΜΑΝΤΟΥ, 23. (Ρόϊτερ).—Αἱ ἀποστολαὶ ὀφείλουν νὰ δηλώνουν τὰς φωτογραφίας καὶ τὰς πληροφορίας ποὺ θὰ συλλέξουν.: [1391, 1031, 1562, 1099]
- headline-antiatomic: Η ΑΝΤΙΑΤΟΜΙΚΗ ΚΙΝΗΣΙΣ ΕΙΣ ΤΗΝ ΑΘΗΝΑ: [45, 1372, 329, 1410]
- article-paragraph: ΑΛΑΜΟΓΚΟΡΝΤΟ, Νέον Μεξικόν, 23. (Ἀσσ. Πρὲς).—Ὁ σμηναγὸς Δαίηβιδ Σίμονς θὰ ἀνέλθῃ ἐντὸς ἀεροστάτου εἰς ὕψος 18 μιλίων, ὅπου θὰ παραμείνῃ ἐπὶ 12 ὥρας διὰ νὰ μελετήσῃ τὰς συνθήκας τῆς στρατοσφαίρας. Τὸ ἀερόστατον κατεσκευάσθη εἰδικῶς διὰ τὸν σκοπὸν αὐτόν.: [28, 721, 184, 885]
- subhead-schools: Θὰ κλείσουν ἐπίσης τὰ σχολεῖα: [45, 253, 329, 275]
- article-paragraph: ΑΘΗΝΑΙ, 23.—Ἐγένετο δεκτὴ ὑπὸ τοῦ ὑπουργικοῦ συμβουλίου ἡ αὔξησις τῆς βουλευτικῆς ἀποζημιώσεως.: [191, 1803, 345, 1857]
- section-label: ΜΥΣΤΙΚΑΙ ΑΙ ΛΕΠΤΟΜΕΡΕΙΑΙ: [768, 833, 881, 860]
- divider: [363, 1043, 914, 1045]
- article-paragraph: ΑΘΗΝΑΙ, 23.—Ἡ διοίκησις τῆς ΓΣΕΕ ἀπεφάσισε τὴν κήρυξιν 24ώρου πανεργατικῆς ἀπεργίας, εἰς ἔνδειξιν διαμαρτυρίας διὰ τὴν μὴ ἱκανοποίησιν τῶν αἰτημάτων τῶν ἐργαζομένων.: [735, 1144, 914, 1225]
